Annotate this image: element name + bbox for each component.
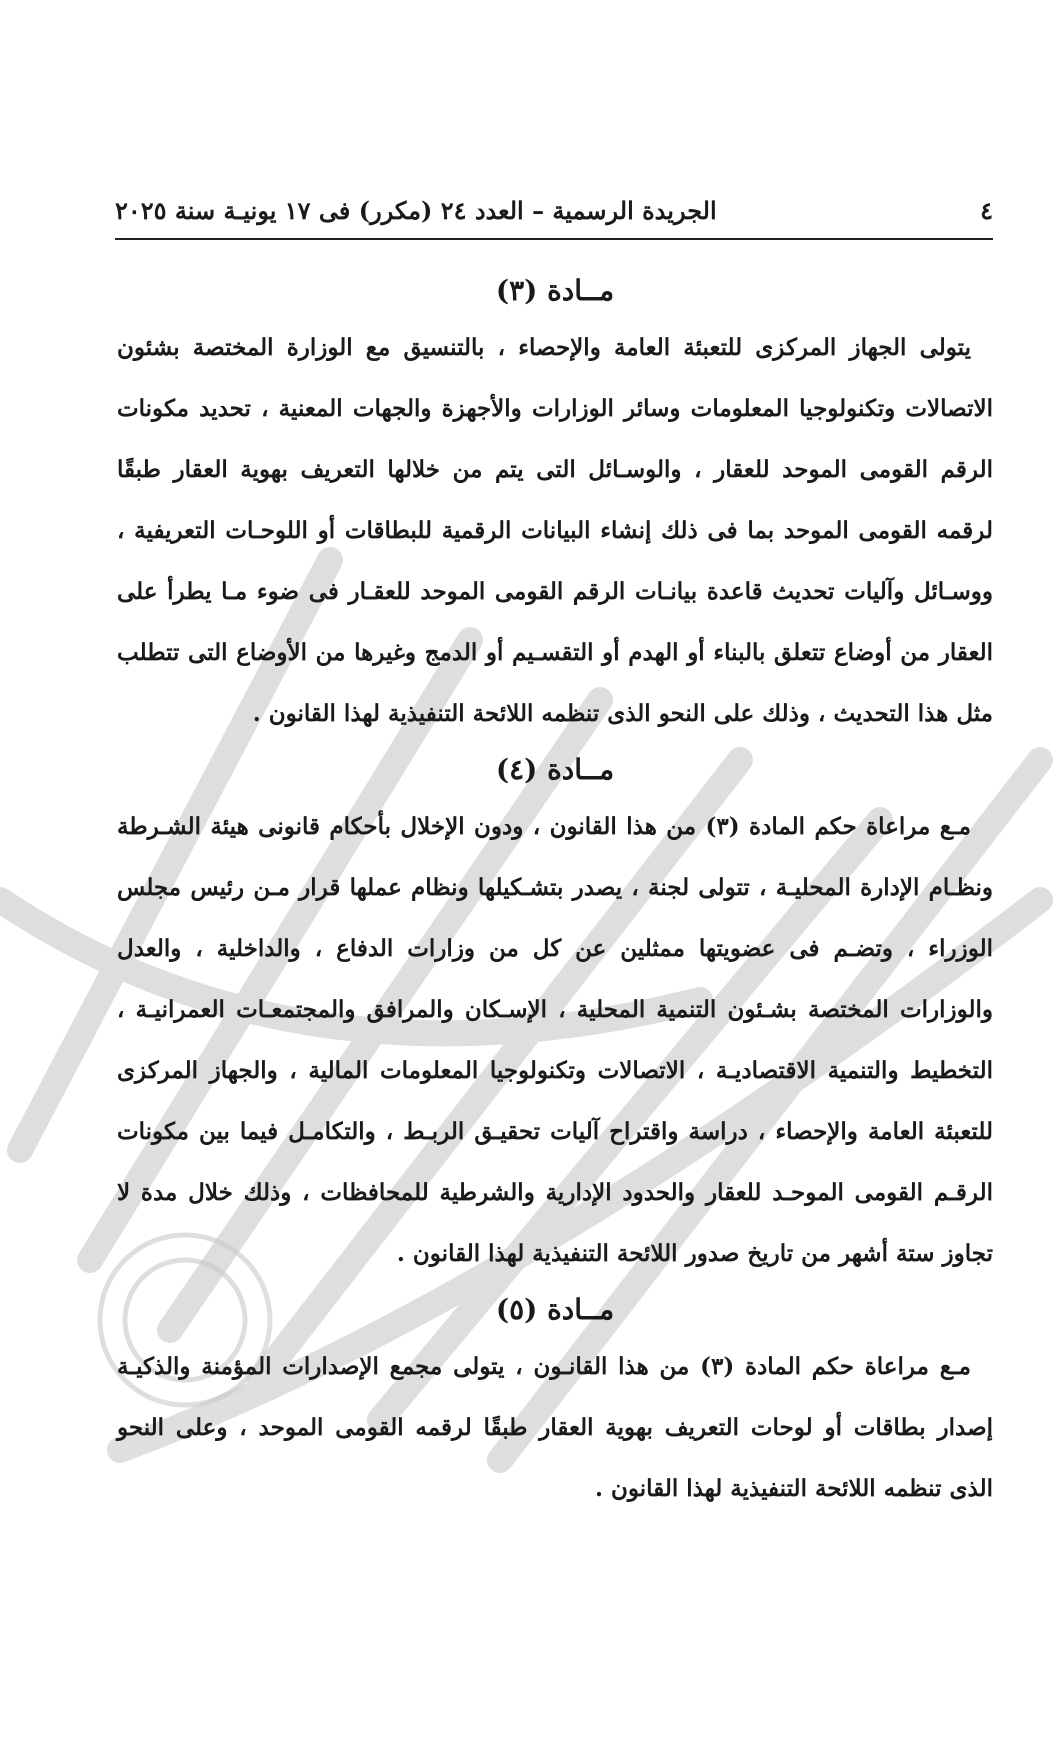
- article-text: مـع مراعاة حكم المادة (٣) من هذا القانـون ، يتولى مجمع الإصدارات المؤمنة والذكيـة إصدار بطاقات أو لوحات التعريف بهوية العقار طبقًا لرقمه القومى الموحد ، وعلى النحو الذى تنظمه اللائحة التنفيذية لهذا القانون .: [117, 1353, 993, 1502]
- article-text: يتولى الجهاز المركزى للتعبئة العامة والإحصاء ، بالتنسيق مع الوزارة المختصة بشئون الاتصالات وتكنولوجيا المعلومات وسائر الوزارات والأجهزة والجهات المعنية ، تحديد مكونات الرقم القومى الموحد للعقار ، والوسـائل التى يتم من خلالها التعريف بهوية العقار طبقًا لرقمه القومى الموحد بما فى ذلك إنشاء البيانات الرقمية للبطاقات أو اللوحـات التعريفية ، ووسـائل وآليات تحديث قاعدة بيانـات الرقم القومى الموحد للعقـار فى ضوء مـا يطرأ على العقار من أوضاع تتعلق بالبناء أو الهدم أو التقسـيم أو الدمج وغيرها من الأوضاع التى تتطلب مثل هذا التحديث ، وذلك على النحو الذى تنظمه اللائحة التنفيذية لهذا القانون .: [117, 334, 993, 727]
- article-4: [117, 744, 993, 1284]
- page-header: [115, 185, 993, 235]
- article-heading: مــادة (٥): [495, 1293, 615, 1326]
- article-3: [117, 265, 993, 744]
- page-number: ٤: [980, 195, 993, 225]
- header-divider: [115, 238, 993, 240]
- articles-section: [117, 265, 993, 1519]
- article-5: [117, 1284, 993, 1519]
- article-text: مـع مراعاة حكم المادة (٣) من هذا القانون ، ودون الإخلال بأحكام قانونى هيئة الشـرطة ونظـام الإدارة المحليـة ، تتولى لجنة ، يصدر بتشـكيلها ونظام عملها قرار مـن رئيس مجلس الوزراء ، وتضـم فى عضويتها ممثلين عن كل من وزارات الدفاع ، والداخلية ، والعدل والوزارات المختصة بشـئون التنمية المحلية ، الإسـكان والمرافق والمجتمعـات العمرانيـة ، التخطيط والتنمية الاقتصاديـة ، الاتصالات وتكنولوجيا المعلومات المالية ، والجهاز المركزى للتعبئة العامة والإحصاء ، دراسة واقتراح آليات تحقيـق الربـط ، والتكامـل فيما بين مكونات الرقـم القومى الموحـد للعقار والحدود الإدارية والشرطية للمحافظات ، وذلك خلال مدة لا تجاوز ستة أشهر من تاريخ صدور اللائحة التنفيذية لهذا القانون .: [117, 813, 993, 1267]
- gazette-issue-line: الجريدة الرسمية – العدد ٢٤ (مكرر) فى ١٧ يونيـة سنة ٢٠٢٥: [115, 195, 717, 225]
- article-heading: مــادة (٣): [495, 274, 615, 307]
- article-heading: مــادة (٤): [495, 753, 615, 786]
